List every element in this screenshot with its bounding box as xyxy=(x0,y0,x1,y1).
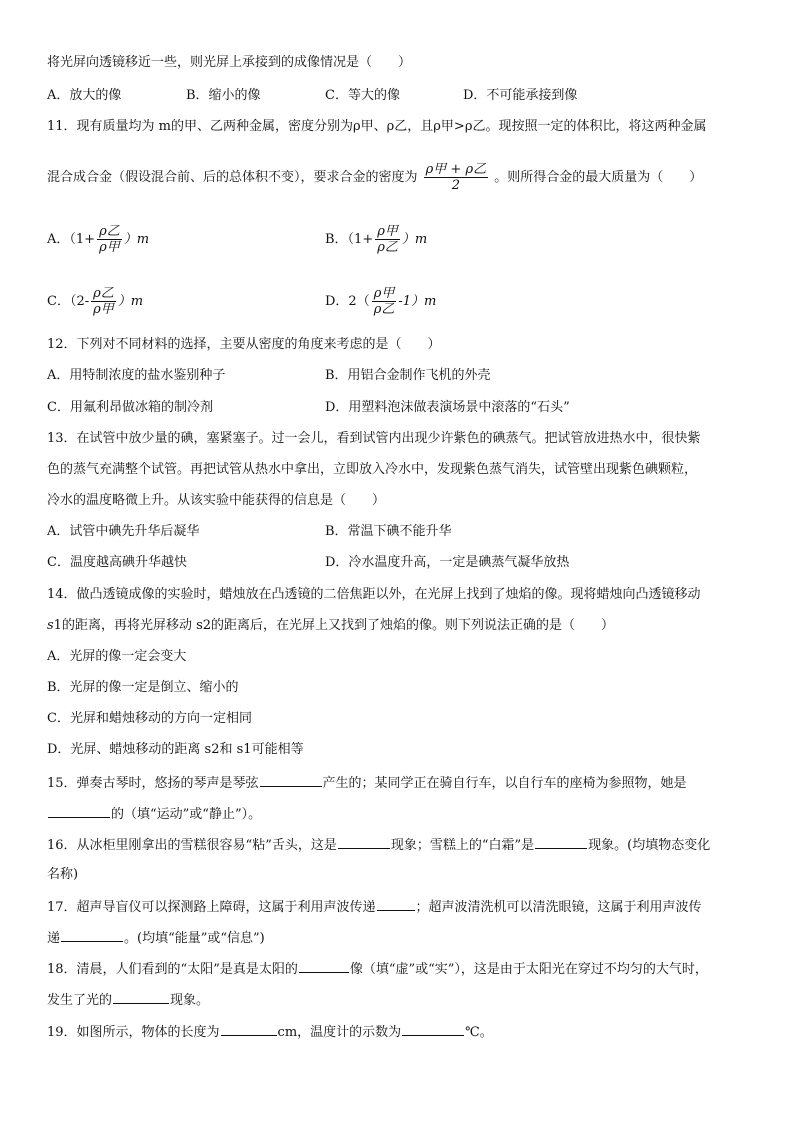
q14-option-d: D．光屏、蜡烛移动的距离 s2和 s1可能相等 xyxy=(47,742,304,757)
q14-stem-line2 xyxy=(47,616,614,636)
q17-text-a: 17．超声导盲仪可以探测路上障碍，这属于利用声波传递 xyxy=(47,900,376,915)
q11-option-b xyxy=(325,224,427,255)
q17-text-d: 。(均填“能量”或“信息”) xyxy=(124,931,265,946)
q12-stem: 12．下列对不同材料的选择，主要从密度的角度来考虑的是（ ） xyxy=(47,337,441,352)
fraction-denominator: ρ乙 xyxy=(373,302,395,317)
q15-line1 xyxy=(47,772,687,794)
q14-stem-line1: 14．做凸透镜成像的实验时，蜡烛放在凸透镜的二倍焦距以外，在光屏上找到了烛焰的像。现将蜡烛向凸透镜移动 xyxy=(47,587,701,602)
q12-option-b: B．用铝合金制作飞机的外壳 xyxy=(325,368,491,383)
q13-stem-line2: 色的蒸气充满整个试管。再把试管从热水中拿出，立即放入冷水中，发现紫色蒸气消失，试管壁出现紫色碘颗粒， xyxy=(47,462,698,477)
formula-denominator: 2 xyxy=(451,178,461,193)
q19-text-b: cm，温度计的示数为 xyxy=(277,1025,402,1040)
fraction-denominator: ρ甲 xyxy=(99,240,120,255)
q18-text-d: 现象。 xyxy=(170,993,210,1008)
answer-blank[interactable] xyxy=(535,834,587,849)
q17-line2 xyxy=(47,927,265,949)
q14-s-symbol: s xyxy=(47,618,54,633)
answer-blank[interactable] xyxy=(377,896,415,911)
option-fraction xyxy=(375,224,400,255)
q10-stem: 将光屏向透镜移近一些，则光屏上承接到的成像情况是（ ） xyxy=(47,55,412,70)
q10-option-a: A．放大的像 xyxy=(47,88,122,103)
answer-blank[interactable] xyxy=(260,772,322,787)
q10-option-c: C．等大的像 xyxy=(325,88,400,103)
q19-line xyxy=(47,1021,493,1043)
option-suffix: ）m xyxy=(123,232,150,247)
option-prefix: B．（1+ xyxy=(325,232,374,247)
q18-line2 xyxy=(47,989,209,1011)
answer-blank[interactable] xyxy=(221,1021,277,1036)
q14-stem-end: 2的距离后，在光屏上又找到了烛焰的像。则下列说法正确的是（ ） xyxy=(202,618,615,633)
q18-text-c: 发生了光的 xyxy=(47,993,113,1008)
fraction-numerator: ρ甲 xyxy=(373,286,395,301)
q18-line1 xyxy=(47,958,708,980)
fraction-numerator: ρ乙 xyxy=(93,286,114,301)
answer-blank[interactable] xyxy=(48,803,110,818)
q12-option-c: C．用氟利昂做冰箱的制冷剂 xyxy=(47,400,213,415)
option-suffix: ）m xyxy=(401,232,428,247)
q11-option-a xyxy=(47,224,149,255)
answer-blank[interactable] xyxy=(402,1021,464,1036)
q13-stem-line3: 冷水的温度略微上升。从该实验中能获得的信息是（ ） xyxy=(47,493,386,508)
q19-text-a: 19．如图所示，物体的长度为 xyxy=(47,1025,220,1040)
q15-text-c: 的（填“运动”或“静止”）。 xyxy=(111,807,262,822)
answer-blank[interactable] xyxy=(113,989,169,1004)
q14-option-a: A．光屏的像一定会变大 xyxy=(47,649,187,664)
answer-blank[interactable] xyxy=(299,958,349,973)
fraction-numerator: ρ乙 xyxy=(99,224,120,239)
q10-option-b: B．缩小的像 xyxy=(186,88,261,103)
q14-option-c: C．光屏和蜡烛移动的方向一定相同 xyxy=(47,711,252,726)
option-prefix: D．2（ xyxy=(325,294,370,309)
q11-stem-line2 xyxy=(47,162,702,193)
q15-text-a: 15．弹奏古琴时，悠扬的琴声是琴弦 xyxy=(47,776,259,791)
q14-option-b: B．光屏的像一定是倒立、缩小的 xyxy=(47,680,239,695)
option-suffix: -1）m xyxy=(398,294,437,309)
q16-line1 xyxy=(47,834,710,856)
q15-line2 xyxy=(47,803,261,825)
q13-option-d: D．冷水温度升高，一定是碘蒸气凝华放热 xyxy=(325,555,570,570)
q16-text-c: 现象。(均填物态变化 xyxy=(588,838,711,853)
q11-option-d xyxy=(325,286,436,317)
q13-option-b: B．常温下碘不能升华 xyxy=(325,524,452,539)
q13-option-c: C．温度越高碘升华越快 xyxy=(47,555,187,570)
q14-stem-middle: 1的距离，再将光屏移动 s xyxy=(53,618,203,633)
q11-stem-after: 。则所得合金的最大质量为（ ） xyxy=(494,170,703,185)
q17-line1 xyxy=(47,896,702,918)
q11-density-formula xyxy=(424,162,488,193)
q19-text-c: ℃。 xyxy=(465,1025,493,1040)
q13-option-a: A．试管中碘先升华后凝华 xyxy=(47,524,200,539)
q13-stem-line1: 13．在试管中放少量的碘，塞紧塞子。过一会儿，看到试管内出现少许紫色的碘蒸气。把试管放进热水中，很快紫 xyxy=(47,431,701,446)
q10-option-d: D．不可能承接到像 xyxy=(463,88,578,103)
answer-blank[interactable] xyxy=(338,834,390,849)
option-suffix: ）m xyxy=(117,294,144,309)
fraction-denominator: ρ甲 xyxy=(93,302,114,317)
q12-option-a: A．用特制浓度的盐水鉴别种子 xyxy=(47,368,226,383)
q11-stem-line1: 11．现有质量均为 m的甲、乙两种金属，密度分别为ρ甲、ρ乙，且ρ甲>ρ乙。现按照一定的体积比，将这两种金属 xyxy=(47,119,707,134)
option-fraction xyxy=(372,286,397,317)
fraction-denominator: ρ乙 xyxy=(377,240,398,255)
q18-text-b: 像（填“虚”或“实”），这是由于太阳光在穿过不均匀的大气时， xyxy=(349,962,708,977)
q16-text-a: 16．从冰柜里刚拿出的雪糕很容易“粘”舌头，这是 xyxy=(47,838,337,853)
q15-text-b: 产生的；某同学正在骑自行车，以自行车的座椅为参照物，她是 xyxy=(322,776,687,791)
option-prefix: C．（2- xyxy=(47,294,90,309)
option-fraction xyxy=(97,224,122,255)
answer-blank[interactable] xyxy=(61,927,123,942)
formula-numerator: ρ甲 + ρ乙 xyxy=(425,162,487,177)
q11-option-c xyxy=(47,286,143,317)
q16-text-b: 现象；雪糕上的“白霜”是 xyxy=(390,838,535,853)
q18-text-a: 18．清晨，人们看到的“太阳”是真是太阳的 xyxy=(47,962,298,977)
option-fraction xyxy=(91,286,116,317)
q12-option-d: D．用塑料泡沫做表演场景中滚落的“石头” xyxy=(325,400,570,415)
fraction-numerator: ρ甲 xyxy=(377,224,398,239)
q17-text-c: 递 xyxy=(47,931,61,946)
q11-stem-before: 混合成合金（假设混合前、后的总体积不变），要求合金的密度为 xyxy=(47,170,418,185)
q17-text-b: ；超声波清洗机可以清洗眼镜，这属于利用声波传 xyxy=(415,900,702,915)
q16-line2: 名称) xyxy=(47,867,79,882)
option-prefix: A．（1+ xyxy=(47,232,96,247)
